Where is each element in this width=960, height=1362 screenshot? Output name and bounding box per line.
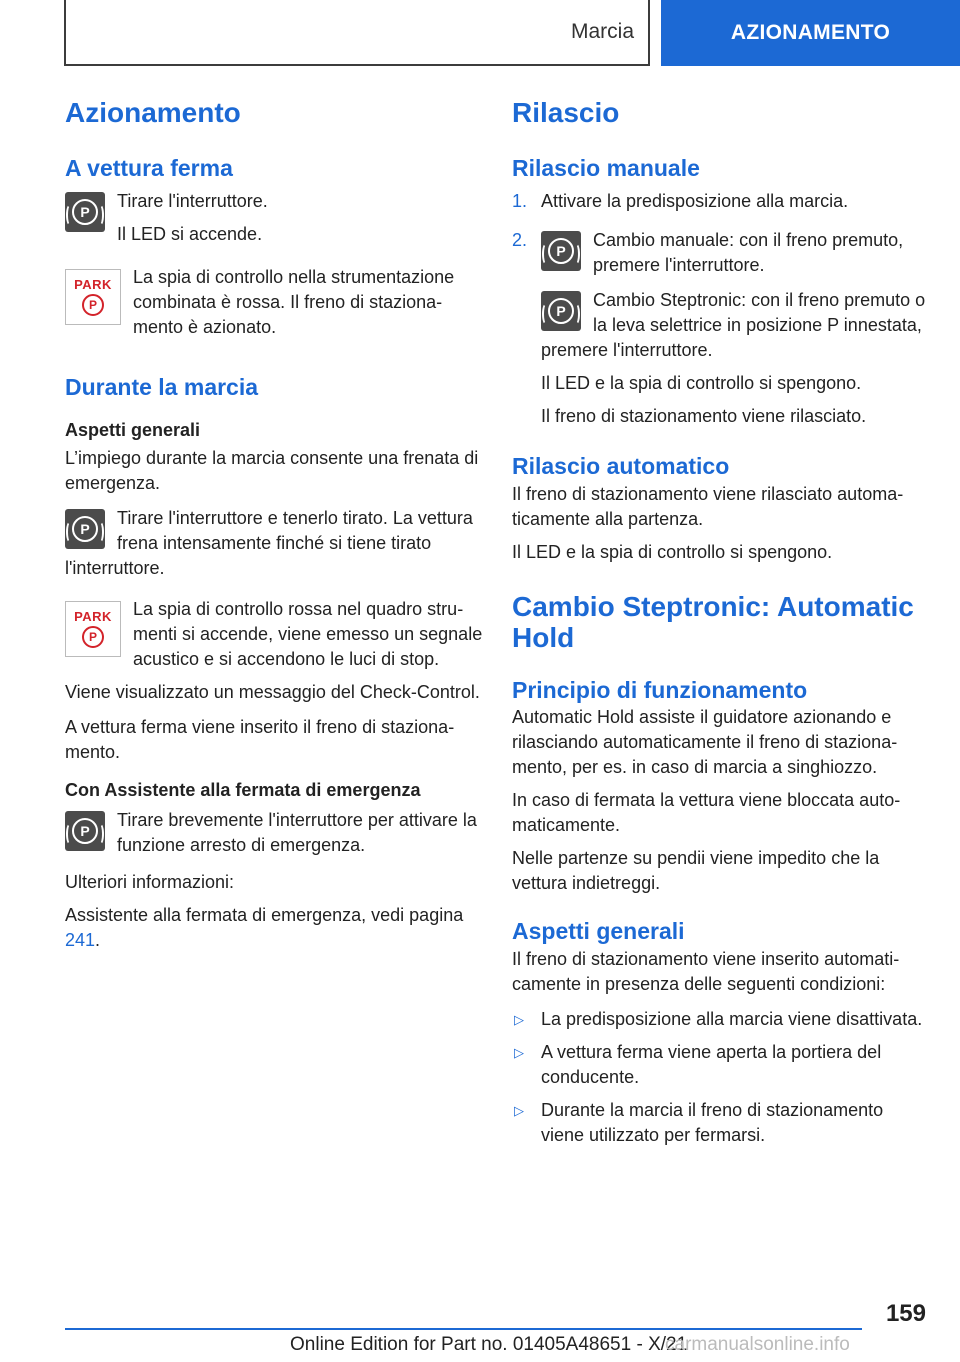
block-marcia-park xyxy=(65,597,485,672)
step-1: 1. Attivare la predisposizione alla marcia. xyxy=(512,191,849,212)
heading-azionamento: Azionamento xyxy=(65,97,241,128)
text-ferma-3: La spia di controllo nella strumentazione combinata è rossa. Il freno di stazionamento è azionato. xyxy=(133,267,455,338)
page-header xyxy=(0,0,960,66)
text-principio-3: Nelle partenze su pendii viene impedito che la vettura indietreggi. xyxy=(512,848,880,894)
footer-divider xyxy=(65,1328,862,1330)
park-warning-icon: PARK P xyxy=(65,269,121,325)
heading-vettura-ferma: A vettura ferma xyxy=(65,154,233,181)
heading-aspetti-generali-right: Aspetti generali xyxy=(512,918,685,945)
heading-principio: Principio di funzionamento xyxy=(512,676,808,703)
text-marcia-1: L’impiego durante la marcia consente una frenata di emergenza. xyxy=(65,448,479,494)
block-ferma-park xyxy=(65,265,485,340)
text-marcia-4: Viene visualizzato un messaggio del Check-Control. xyxy=(65,682,480,703)
heading-assistente: Con Assistente alla fermata di emergenza xyxy=(65,780,421,801)
parking-brake-switch-icon: P xyxy=(541,291,581,331)
edition-text: Online Edition for Part no. 01405A48651 - X/21 xyxy=(290,1334,688,1355)
text-auto-2: Il LED e la spia di controllo si spengono. xyxy=(512,541,833,562)
heading-durante-marcia: Durante la marcia xyxy=(65,374,259,401)
parking-brake-switch-icon: P xyxy=(65,509,105,549)
text-auto-1: Il freno di stazionamento viene rilasciato automaticamente alla partenza. xyxy=(512,483,904,529)
release-steps xyxy=(512,189,927,429)
list-item: ▷ Durante la marcia il freno di stazionamento viene utilizzato per fermarsi. xyxy=(514,1099,884,1145)
step-2: 2. P Cambio manuale: con il freno premuto, premere l'interruttore. P Cambio Steptronic: con il freno premuto o la leva selettrice in posizione P innestata, premere l'interruttore. Il LED e la spia di controllo si spengono. Il freno di stazionamento viene rilasciato. xyxy=(512,230,926,427)
block-ferma-switch xyxy=(65,189,485,247)
page-number: 159 xyxy=(885,1300,926,1327)
park-warning-icon: PARK P xyxy=(65,601,121,657)
text-marcia-5: A vettura ferma viene inserito il freno di stazionamento. xyxy=(65,717,455,763)
page-link-241[interactable]: 241 xyxy=(65,930,96,951)
parking-brake-switch-icon: P xyxy=(541,231,581,271)
text-marcia-2: Tirare l'interruttore e tenerlo tirato. La vettura frena intensamente finché si tiene tirato l'interruttore. xyxy=(65,508,473,579)
chapter-tab: AZIONAMENTO xyxy=(661,0,960,66)
text-ferma-2: Il LED si accende. xyxy=(117,224,263,245)
heading-automatic-hold: Cambio Steptronic: Automatic Hold xyxy=(512,590,914,653)
text-marcia-3: La spia di controllo rossa nel quadro strumenti si accende, viene emesso un segnale acustico e si accendono le luci di stop. xyxy=(133,599,483,670)
parking-brake-switch-icon: P xyxy=(65,192,105,232)
right-column xyxy=(512,98,927,1156)
parking-brake-switch-icon: P xyxy=(65,811,105,851)
triangle-bullet-icon: ▷ xyxy=(514,1102,524,1118)
text-aspetti-1: Il freno di stazionamento viene inserito automaticamente in presenza delle seguenti condizioni: xyxy=(512,948,900,994)
triangle-bullet-icon: ▷ xyxy=(514,1011,524,1027)
section-tab: Marcia xyxy=(64,0,650,66)
heading-rilascio-manuale: Rilascio manuale xyxy=(512,154,700,181)
text-ferma-1: Tirare l'interruttore. xyxy=(117,191,268,212)
heading-rilascio: Rilascio xyxy=(512,97,620,128)
block-assist-switch xyxy=(65,808,485,858)
text-assist-2: Ulteriori informazioni: xyxy=(65,872,235,893)
triangle-bullet-icon: ▷ xyxy=(514,1044,524,1060)
watermark: carmanualsonline.info xyxy=(665,1334,850,1355)
list-item: ▷ La predisposizione alla marcia viene disattivata. xyxy=(512,1007,927,1032)
text-principio-1: Automatic Hold assiste il guidatore azionando e rilasciando automaticamente il freno di stazionamento, per es. in caso di marcia a singhiozzo. xyxy=(512,707,898,778)
heading-rilascio-automatico: Rilascio automatico xyxy=(512,453,730,480)
block-marcia-switch xyxy=(65,506,485,581)
text-assist-3: Assistente alla fermata di emergenza, vedi pagina 241. xyxy=(65,905,464,951)
text-principio-2: In caso di fermata la vettura viene bloccata automaticamente. xyxy=(512,790,901,836)
heading-aspetti-generali-left: Aspetti generali xyxy=(65,419,201,440)
list-item: ▷ A vettura ferma viene aperta la portiera del conducente. xyxy=(514,1041,882,1087)
text-assist-1: Tirare brevemente l'interruttore per attivare la funzione arresto di emergenza. xyxy=(117,810,477,856)
left-column xyxy=(65,98,485,953)
conditions-list xyxy=(512,1007,927,1148)
